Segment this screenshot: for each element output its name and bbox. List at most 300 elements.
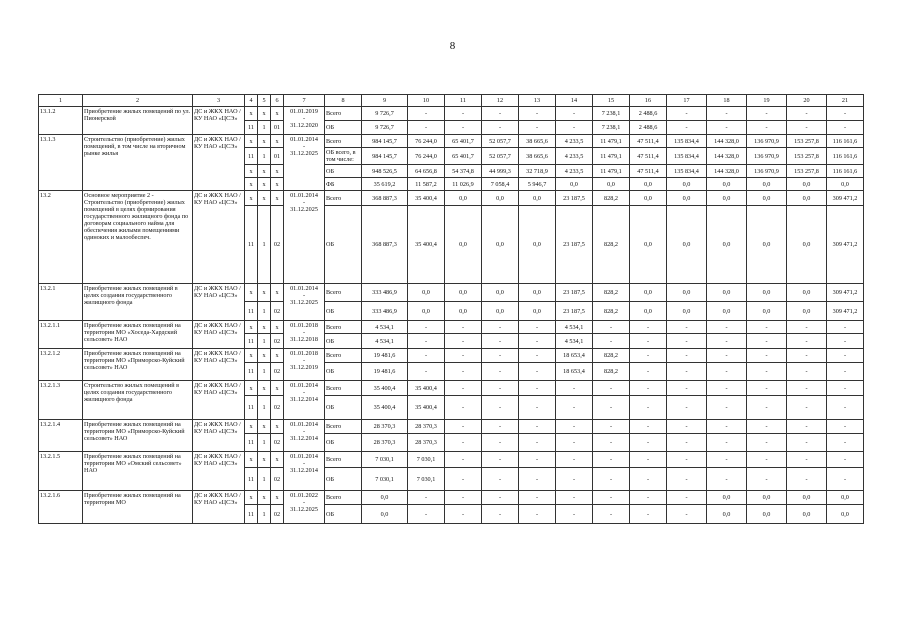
value-cell: 0,0 — [787, 191, 827, 206]
value-cell: - — [827, 396, 864, 420]
value-cell: - — [482, 321, 519, 334]
value-cell: - — [667, 321, 707, 334]
value-cell: - — [787, 334, 827, 349]
value-cell: - — [787, 107, 827, 121]
table-row — [39, 491, 864, 505]
funding-source: ОБ — [325, 434, 362, 452]
value-cell: - — [667, 334, 707, 349]
value-cell: - — [408, 505, 445, 524]
period-line: 31.12.2020 — [290, 122, 318, 129]
value-cell: - — [630, 468, 667, 491]
row-code: 13.2.1.5 — [39, 452, 83, 491]
value-cell: 0,0 — [482, 206, 519, 284]
value-cell: 0,0 — [827, 178, 864, 191]
funding-source: Всего — [325, 381, 362, 396]
row-period — [284, 452, 325, 491]
code-cell: 1 — [258, 148, 271, 165]
value-cell: 116 161,6 — [827, 165, 864, 178]
value-cell: 0,0 — [482, 302, 519, 321]
period-line: 31.12.2025 — [290, 506, 318, 513]
value-cell: - — [482, 505, 519, 524]
value-cell: - — [667, 381, 707, 396]
value-cell: - — [556, 468, 593, 491]
code-cell: х — [245, 135, 258, 148]
value-cell: - — [707, 321, 747, 334]
value-cell: 0,0 — [519, 284, 556, 302]
row-executor: ДС и ЖКХ НАО / КУ НАО «ЦСЭ» — [193, 321, 245, 349]
value-cell: - — [827, 334, 864, 349]
funding-source: ОБ — [325, 334, 362, 349]
value-cell: - — [519, 349, 556, 363]
value-cell: 52 057,7 — [482, 148, 519, 165]
code-cell: 01 — [271, 121, 284, 135]
value-cell: 35 619,2 — [362, 178, 408, 191]
code-cell: х — [258, 491, 271, 505]
value-cell: 19 481,6 — [362, 349, 408, 363]
value-cell: 144 328,0 — [707, 148, 747, 165]
period-line: 31.12.2019 — [290, 364, 318, 371]
value-cell: 28 370,3 — [408, 434, 445, 452]
value-cell: - — [747, 434, 787, 452]
value-cell: - — [445, 363, 482, 381]
value-cell: 0,0 — [747, 491, 787, 505]
code-cell: х — [258, 107, 271, 121]
table-row — [39, 420, 864, 434]
page-number: 8 — [449, 40, 456, 52]
value-cell: - — [519, 381, 556, 396]
value-cell: 0,0 — [707, 505, 747, 524]
code-cell: х — [271, 420, 284, 434]
code-cell: 1 — [258, 468, 271, 491]
value-cell: - — [519, 434, 556, 452]
value-cell: - — [630, 452, 667, 468]
row-code: 13.2 — [39, 191, 83, 284]
funding-source: Всего — [325, 420, 362, 434]
value-cell: - — [630, 381, 667, 396]
funding-source: ОБ — [325, 396, 362, 420]
value-cell: 0,0 — [556, 178, 593, 191]
value-cell: - — [519, 505, 556, 524]
funding-source: Всего — [325, 349, 362, 363]
period-line: 31.12.2014 — [290, 396, 318, 403]
code-cell: х — [258, 165, 271, 178]
row-period — [284, 135, 325, 191]
header-cell: 17 — [667, 95, 707, 107]
value-cell: - — [747, 452, 787, 468]
value-cell: - — [445, 452, 482, 468]
table-row — [39, 452, 864, 468]
value-cell: 0,0 — [667, 302, 707, 321]
value-cell: 144 328,0 — [707, 135, 747, 148]
value-cell: - — [556, 381, 593, 396]
value-cell: - — [787, 396, 827, 420]
value-cell: - — [747, 349, 787, 363]
value-cell: - — [667, 468, 707, 491]
row-name: Приобретение жилых помещений на территории МО — [83, 491, 193, 524]
funding-source: Всего — [325, 135, 362, 148]
value-cell: - — [707, 434, 747, 452]
value-cell: 333 486,9 — [362, 284, 408, 302]
value-cell: 11 479,1 — [593, 135, 630, 148]
code-cell: х — [271, 165, 284, 178]
value-cell: - — [787, 121, 827, 135]
value-cell: 0,0 — [747, 505, 787, 524]
value-cell: - — [408, 107, 445, 121]
value-cell: 116 161,6 — [827, 148, 864, 165]
code-cell: 11 — [245, 396, 258, 420]
funding-source: Всего — [325, 321, 362, 334]
period-line: 31.12.2014 — [290, 467, 318, 474]
value-cell: 368 887,3 — [362, 191, 408, 206]
value-cell: - — [707, 121, 747, 135]
value-cell: - — [827, 452, 864, 468]
value-cell: 35 400,4 — [408, 381, 445, 396]
code-cell: х — [271, 284, 284, 302]
row-code: 13.2.1.3 — [39, 381, 83, 420]
code-cell: 11 — [245, 206, 258, 284]
value-cell: - — [408, 363, 445, 381]
value-cell: 65 401,7 — [445, 135, 482, 148]
value-cell: 0,0 — [362, 505, 408, 524]
value-cell: 0,0 — [787, 505, 827, 524]
funding-source: Всего — [325, 107, 362, 121]
value-cell: 0,0 — [747, 284, 787, 302]
value-cell: - — [630, 491, 667, 505]
value-cell: - — [482, 434, 519, 452]
value-cell: 35 400,4 — [362, 381, 408, 396]
value-cell: - — [482, 381, 519, 396]
header-cell: 11 — [445, 95, 482, 107]
value-cell: 828,2 — [593, 284, 630, 302]
code-cell: х — [271, 452, 284, 468]
value-cell: 9 726,7 — [362, 107, 408, 121]
value-cell: - — [556, 452, 593, 468]
header-cell: 21 — [827, 95, 864, 107]
value-cell: - — [787, 381, 827, 396]
value-cell: - — [593, 468, 630, 491]
period-line: 31.12.2025 — [290, 150, 318, 157]
value-cell: - — [445, 491, 482, 505]
value-cell: - — [630, 321, 667, 334]
code-cell: х — [271, 349, 284, 363]
value-cell: - — [519, 452, 556, 468]
value-cell: - — [445, 334, 482, 349]
code-cell: 02 — [271, 334, 284, 349]
value-cell: 0,0 — [707, 302, 747, 321]
value-cell: 4 233,5 — [556, 148, 593, 165]
code-cell: х — [245, 491, 258, 505]
row-period — [284, 284, 325, 321]
value-cell: - — [445, 420, 482, 434]
row-name: Приобретение жилых помещений на территории МО «Хоседа-Хардский сельсовет» НАО — [83, 321, 193, 349]
value-cell: - — [482, 396, 519, 420]
period-line: - — [302, 428, 306, 435]
header-cell: 4 — [245, 95, 258, 107]
code-cell: х — [271, 321, 284, 334]
value-cell: 18 653,4 — [556, 349, 593, 363]
funding-source: ОБ — [325, 165, 362, 178]
code-cell: х — [271, 191, 284, 206]
funding-source: ОБ — [325, 121, 362, 135]
value-cell: - — [408, 491, 445, 505]
code-cell: 11 — [245, 302, 258, 321]
value-cell: - — [519, 396, 556, 420]
value-cell: - — [747, 321, 787, 334]
value-cell: - — [707, 349, 747, 363]
code-cell: х — [258, 349, 271, 363]
value-cell: 0,0 — [747, 178, 787, 191]
code-cell: 1 — [258, 206, 271, 284]
period-line: - — [302, 115, 306, 122]
value-cell: 23 187,5 — [556, 206, 593, 284]
value-cell: - — [482, 420, 519, 434]
row-name: Основное мероприятие 2 - Строительство (приобретение) жилых помещений в целях формирования государственного жилищного фонда по договорам социального найма для обеспечения жилыми помещениями одиноких и малообеспеч. — [83, 191, 193, 284]
value-cell: - — [593, 505, 630, 524]
value-cell: - — [667, 349, 707, 363]
value-cell: - — [747, 363, 787, 381]
value-cell: - — [482, 363, 519, 381]
value-cell: 32 718,9 — [519, 165, 556, 178]
row-executor: ДС и ЖКХ НАО / КУ НАО «ЦСЭ» — [193, 491, 245, 524]
header-cell: 12 — [482, 95, 519, 107]
header-cell: 2 — [83, 95, 193, 107]
row-code: 13.1.3 — [39, 135, 83, 191]
value-cell: 7 030,1 — [362, 452, 408, 468]
value-cell: 368 887,3 — [362, 206, 408, 284]
value-cell: - — [667, 107, 707, 121]
value-cell: 0,0 — [787, 178, 827, 191]
row-executor: ДС и ЖКХ НАО / КУ НАО «ЦСЭ» — [193, 135, 245, 191]
code-cell: 02 — [271, 302, 284, 321]
value-cell: 0,0 — [827, 491, 864, 505]
value-cell: 35 400,4 — [408, 396, 445, 420]
value-cell: - — [445, 381, 482, 396]
value-cell: - — [408, 349, 445, 363]
value-cell: 0,0 — [593, 178, 630, 191]
value-cell: - — [519, 491, 556, 505]
value-cell: - — [519, 121, 556, 135]
value-cell: 0,0 — [667, 178, 707, 191]
value-cell: 828,2 — [593, 191, 630, 206]
code-cell: 11 — [245, 468, 258, 491]
value-cell: 0,0 — [707, 178, 747, 191]
code-cell: 11 — [245, 334, 258, 349]
funding-source: ОБ всего, в том числе: — [325, 148, 362, 165]
row-name: Приобретение жилых помещений на территории МО «Омский сельсовет» НАО — [83, 452, 193, 491]
period-line: - — [302, 357, 306, 364]
value-cell: - — [445, 121, 482, 135]
value-cell: 828,2 — [593, 349, 630, 363]
value-cell: - — [747, 381, 787, 396]
value-cell: - — [827, 107, 864, 121]
code-cell: 02 — [271, 206, 284, 284]
value-cell: - — [445, 434, 482, 452]
value-cell: - — [667, 434, 707, 452]
period-line: 31.12.2018 — [290, 336, 318, 343]
value-cell: 136 970,9 — [747, 165, 787, 178]
value-cell: - — [519, 321, 556, 334]
period-line: - — [302, 389, 306, 396]
value-cell: 7 030,1 — [408, 468, 445, 491]
value-cell: 23 187,5 — [556, 302, 593, 321]
table-row — [39, 191, 864, 206]
value-cell: - — [445, 505, 482, 524]
funding-source: Всего — [325, 191, 362, 206]
value-cell: - — [445, 321, 482, 334]
value-cell: - — [482, 107, 519, 121]
header-cell: 20 — [787, 95, 827, 107]
funding-source: Всего — [325, 491, 362, 505]
value-cell: - — [707, 363, 747, 381]
value-cell: - — [827, 420, 864, 434]
row-executor: ДС и ЖКХ НАО / КУ НАО «ЦСЭ» — [193, 349, 245, 381]
value-cell: - — [667, 396, 707, 420]
period-line: - — [302, 292, 306, 299]
code-cell: х — [258, 420, 271, 434]
budget-table — [38, 94, 864, 524]
value-cell: 153 257,8 — [787, 165, 827, 178]
value-cell: 7 238,1 — [593, 107, 630, 121]
value-cell: - — [787, 452, 827, 468]
value-cell: 4 534,1 — [362, 321, 408, 334]
value-cell: 7 030,1 — [362, 468, 408, 491]
row-executor: ДС и ЖКХ НАО / КУ НАО «ЦСЭ» — [193, 452, 245, 491]
code-cell: 1 — [258, 434, 271, 452]
value-cell: 135 834,4 — [667, 135, 707, 148]
code-cell: х — [245, 107, 258, 121]
row-period — [284, 349, 325, 381]
value-cell: - — [445, 468, 482, 491]
funding-source: ФБ — [325, 178, 362, 191]
value-cell: - — [667, 505, 707, 524]
header-cell: 16 — [630, 95, 667, 107]
row-code: 13.1.2 — [39, 107, 83, 135]
row-code: 13.2.1.4 — [39, 420, 83, 452]
value-cell: 28 370,3 — [362, 434, 408, 452]
value-cell: 47 511,4 — [630, 148, 667, 165]
row-executor: ДС и ЖКХ НАО / КУ НАО «ЦСЭ» — [193, 381, 245, 420]
value-cell: 38 665,6 — [519, 135, 556, 148]
value-cell: - — [408, 121, 445, 135]
value-cell: 47 511,4 — [630, 165, 667, 178]
row-period — [284, 420, 325, 452]
row-code: 13.2.1.6 — [39, 491, 83, 524]
value-cell: - — [519, 334, 556, 349]
row-name: Приобретение жилых помещений на территории МО «Приморско-Куйский сельсовет» НАО — [83, 349, 193, 381]
value-cell: 11 479,1 — [593, 165, 630, 178]
row-executor: ДС и ЖКХ НАО / КУ НАО «ЦСЭ» — [193, 107, 245, 135]
value-cell: - — [593, 396, 630, 420]
value-cell: 0,0 — [482, 284, 519, 302]
value-cell: - — [556, 107, 593, 121]
row-period — [284, 191, 325, 284]
period-line: 01.01.2014 — [290, 136, 318, 143]
period-line: 01.01.2018 — [290, 350, 318, 357]
row-period — [284, 381, 325, 420]
value-cell: 0,0 — [707, 491, 747, 505]
code-cell: х — [258, 321, 271, 334]
value-cell: 54 374,8 — [445, 165, 482, 178]
period-line: 01.01.2014 — [290, 421, 318, 428]
value-cell: 35 400,4 — [408, 191, 445, 206]
row-period — [284, 107, 325, 135]
value-cell: 11 479,1 — [593, 148, 630, 165]
header-cell: 10 — [408, 95, 445, 107]
value-cell: - — [630, 434, 667, 452]
value-cell: 4 233,5 — [556, 165, 593, 178]
value-cell: 333 486,9 — [362, 302, 408, 321]
value-cell: 47 511,4 — [630, 135, 667, 148]
code-cell: х — [245, 381, 258, 396]
value-cell: - — [707, 468, 747, 491]
code-cell: х — [245, 284, 258, 302]
code-cell: 1 — [258, 505, 271, 524]
funding-source: ОБ — [325, 206, 362, 284]
code-cell: х — [258, 452, 271, 468]
value-cell: - — [667, 452, 707, 468]
value-cell: - — [519, 468, 556, 491]
value-cell: - — [593, 381, 630, 396]
table-row — [39, 349, 864, 363]
value-cell: - — [519, 107, 556, 121]
row-executor: ДС и ЖКХ НАО / КУ НАО «ЦСЭ» — [193, 284, 245, 321]
value-cell: 35 400,4 — [362, 396, 408, 420]
code-cell: 1 — [258, 363, 271, 381]
value-cell: 136 970,9 — [747, 135, 787, 148]
code-cell: х — [245, 165, 258, 178]
value-cell: - — [593, 491, 630, 505]
value-cell: - — [482, 491, 519, 505]
code-cell: х — [245, 420, 258, 434]
value-cell: - — [556, 396, 593, 420]
code-cell: 02 — [271, 434, 284, 452]
value-cell: - — [556, 420, 593, 434]
code-cell: 1 — [258, 334, 271, 349]
value-cell: - — [519, 363, 556, 381]
code-cell: 11 — [245, 363, 258, 381]
row-executor: ДС и ЖКХ НАО / КУ НАО «ЦСЭ» — [193, 191, 245, 284]
row-name: Приобретение жилых помещений в целях создания государственного жилищного фонда — [83, 284, 193, 321]
value-cell: - — [827, 363, 864, 381]
code-cell: 1 — [258, 121, 271, 135]
value-cell: - — [747, 396, 787, 420]
value-cell: - — [667, 363, 707, 381]
value-cell: 35 400,4 — [408, 206, 445, 284]
value-cell: 0,0 — [408, 284, 445, 302]
code-cell: 11 — [245, 148, 258, 165]
row-code: 13.2.1.2 — [39, 349, 83, 381]
value-cell: - — [630, 396, 667, 420]
value-cell: 2 488,6 — [630, 121, 667, 135]
value-cell: 28 370,3 — [408, 420, 445, 434]
value-cell: 38 665,6 — [519, 148, 556, 165]
value-cell: 984 145,7 — [362, 148, 408, 165]
value-cell: - — [787, 468, 827, 491]
value-cell: 0,0 — [667, 206, 707, 284]
value-cell: - — [408, 321, 445, 334]
period-line: - — [302, 460, 306, 467]
value-cell: - — [630, 349, 667, 363]
value-cell: - — [630, 420, 667, 434]
value-cell: - — [593, 434, 630, 452]
value-cell: - — [556, 491, 593, 505]
value-cell: 0,0 — [630, 206, 667, 284]
value-cell: 76 244,0 — [408, 135, 445, 148]
value-cell: - — [747, 420, 787, 434]
value-cell: 0,0 — [787, 491, 827, 505]
value-cell: 4 233,5 — [556, 135, 593, 148]
value-cell: 4 534,1 — [362, 334, 408, 349]
